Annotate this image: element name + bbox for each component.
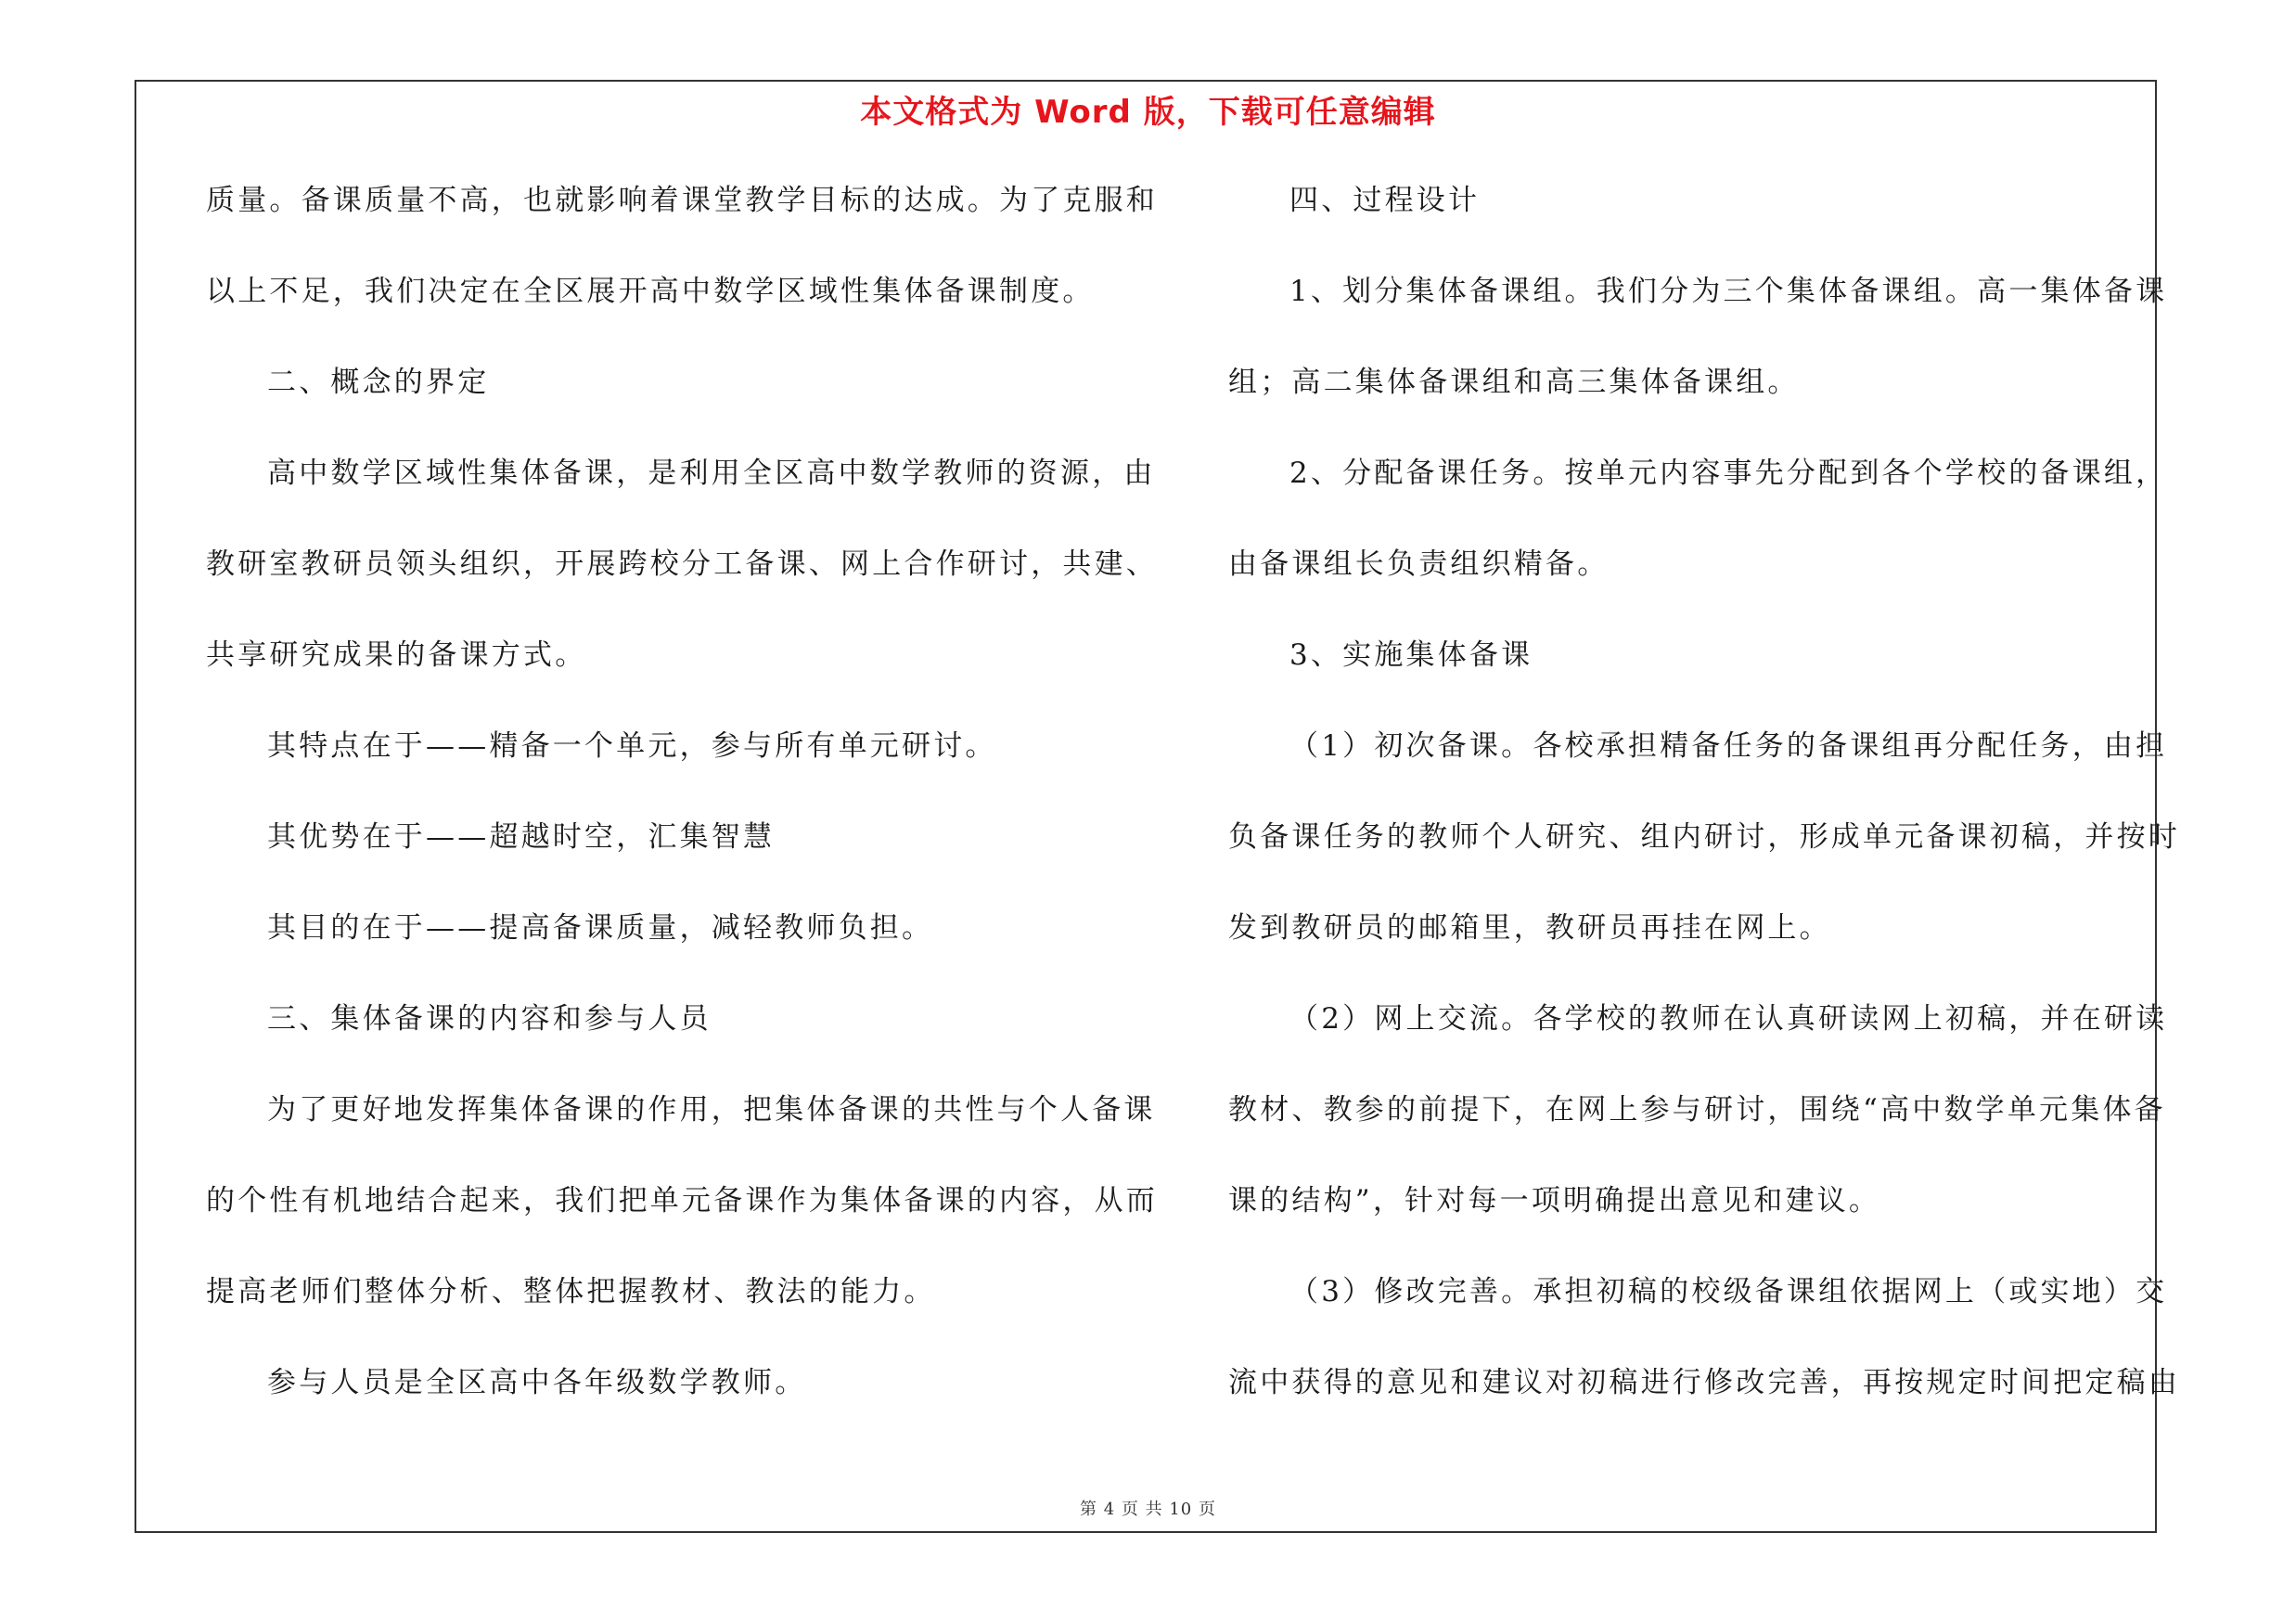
section-heading: 四、过程设计 xyxy=(1289,184,1481,217)
paragraph-line: 提高老师们整体分析、整体把握教材、教法的能力。 xyxy=(206,1275,936,1308)
paragraph-line: 以上不足，我们决定在全区展开高中数学区域性集体备课制度。 xyxy=(206,275,1095,308)
paragraph-line: 为了更好地发挥集体备课的作用，把集体备课的共性与个人备课 xyxy=(267,1093,1156,1127)
paragraph-line: 发到教研员的邮箱里，教研员再挂在网上。 xyxy=(1228,911,1831,945)
word-format-banner: 本文格式为 Word 版，下载可任意编辑 xyxy=(860,94,1436,131)
section-heading: 二、概念的界定 xyxy=(267,366,490,399)
paragraph-line: 其优势在于——超越时空，汇集智慧 xyxy=(267,820,776,854)
paragraph-line: 流中获得的意见和建议对初稿进行修改完善，再按规定时间把定稿由 xyxy=(1228,1366,2180,1399)
paragraph-line: 高中数学区域性集体备课，是利用全区高中数学教师的资源，由 xyxy=(267,457,1156,490)
paragraph-line: （2）网上交流。各学校的教师在认真研读网上初稿，并在研读 xyxy=(1289,1002,2168,1036)
paragraph-line: 参与人员是全区高中各年级数学教师。 xyxy=(267,1366,807,1399)
paragraph-line: 教材、教参的前提下，在网上参与研讨，围绕“高中数学单元集体备 xyxy=(1228,1093,2166,1127)
paragraph-line: 质量。备课质量不高，也就影响着课堂教学目标的达成。为了克服和 xyxy=(206,184,1158,217)
paragraph-line: 1、划分集体备课组。我们分为三个集体备课组。高一集体备课 xyxy=(1289,275,2168,308)
paragraph-line: 教研室教研员领头组织，开展跨校分工备课、网上合作研讨，共建、 xyxy=(206,547,1158,581)
paragraph-line: 负备课任务的教师个人研究、组内研讨，形成单元备课初稿，并按时 xyxy=(1228,820,2180,854)
paragraph-line: 组；高二集体备课组和高三集体备课组。 xyxy=(1228,366,1800,399)
paragraph-line: 共享研究成果的备课方式。 xyxy=(206,638,587,672)
page-number-footer: 第 4 页 共 10 页 xyxy=(1080,1500,1216,1519)
paragraph-line: 其目的在于——提高备课质量，减轻教师负担。 xyxy=(267,911,934,945)
paragraph-line: 2、分配备课任务。按单元内容事先分配到各个学校的备课组， xyxy=(1289,457,2168,490)
paragraph-line: 其特点在于——精备一个单元，参与所有单元研讨。 xyxy=(267,729,997,763)
paragraph-line: 课的结构”，针对每一项明确提出意见和建议。 xyxy=(1228,1184,1881,1217)
paragraph-line: 的个性有机地结合起来，我们把单元备课作为集体备课的内容，从而 xyxy=(206,1184,1158,1217)
paragraph-line: 由备课组长负责组织精备。 xyxy=(1228,547,1610,581)
subsection-heading: 3、实施集体备课 xyxy=(1289,638,1533,672)
section-heading: 三、集体备课的内容和参与人员 xyxy=(267,1002,712,1036)
paragraph-line: （1）初次备课。各校承担精备任务的备课组再分配任务，由担 xyxy=(1289,729,2168,763)
paragraph-line: （3）修改完善。承担初稿的校级备课组依据网上（或实地）交 xyxy=(1289,1275,2168,1308)
